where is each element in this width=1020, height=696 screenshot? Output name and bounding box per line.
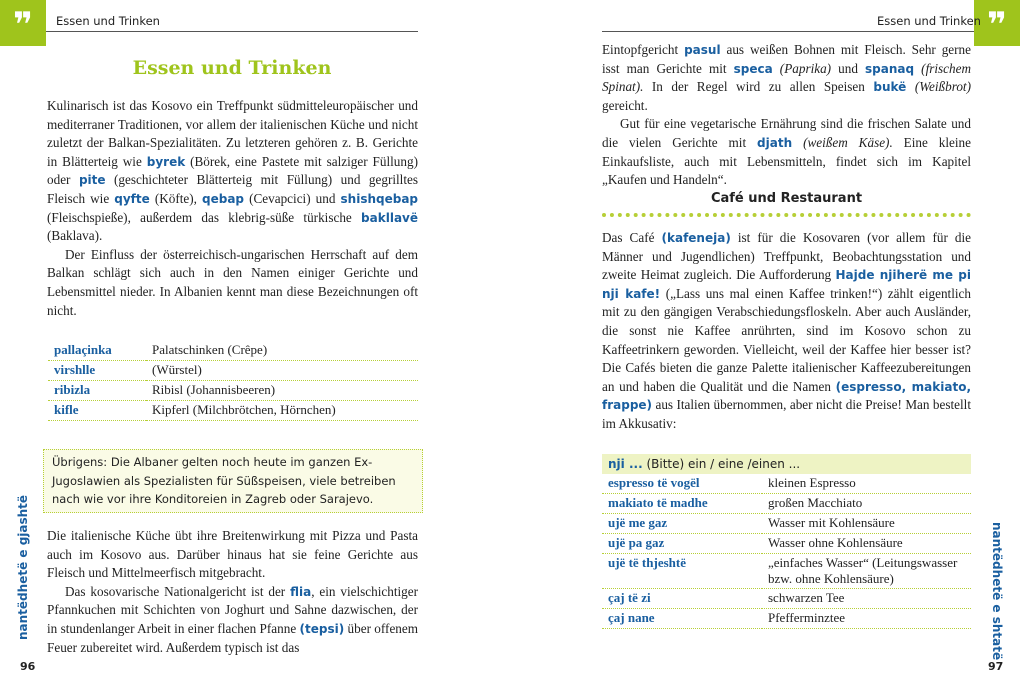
table-row: ribizla Ribisl (Johannisbeeren)	[48, 381, 418, 401]
page-number-left: 96	[20, 660, 36, 673]
quote-icon: ❞	[0, 0, 46, 46]
side-label-left: nantëdhetë e gjashtë	[16, 494, 30, 640]
table-row: çaj të zi schwarzen Tee	[602, 589, 971, 609]
cafe-paragraph: Das Café (kafeneja) ist für die Kosovaren (vor allem für die Männer und Jugendlichen) Treffpunkt, Beobachtungsstation und zweite Heimat zugleich. Die Aufforderung Hajde njiherë me pi nji kafe! („Lass uns mal einen Kaffee trinken!“) zählt eigentlich mit zu den gängigen Verabschiedungsfloskeln. Aber auch Ausländer, die sonst nie Kaffee anrührten, sind im Kosovo schon zu Kaffeetrinkern geworden. Vielleicht, weil der Kaffee hier besser ist? Die Cafés bieten die ganze Palette italienischer Kaffeezubereitungen an und haben die Qualität und die Namen (espresso, makiato, frappe) aus Italien übernommen, aber nicht die Preise! Man bestellt im Akkusativ:	[602, 230, 972, 431]
header-rule-right	[602, 31, 974, 32]
table-row: espresso të vogël kleinen Espresso	[602, 474, 971, 494]
header-rule-left	[46, 31, 418, 32]
order-header: nji ... (Bitte) ein / eine /einen ...	[602, 454, 971, 474]
influence-paragraph: Der Einfluss der österreichisch-ungarischen Herrschaft auf dem Balkan schlägt sich auch in den Namen einiger Gerichte und Lebensmittel nieder. In Albanien kennt man diese Bezeichnungen oft nicht.	[47, 246, 418, 318]
info-box: Übrigens: Die Albaner gelten noch heute im ganzen Ex-Jugoslawien als Spezialisten für Süßspeisen, viele betreiben nach wie vor ihre Konditoreien in Zagreb oder Sarajevo.	[43, 449, 423, 513]
side-label-right: nantëdhetë e shtatë	[990, 522, 1004, 661]
section-title: Café und Restaurant	[710, 191, 863, 206]
quote-icon: ❞	[974, 0, 1020, 46]
italian-paragraph: Die italienische Küche übt ihre Breitenwirkung mit Pizza und Pasta auch im Kosovo aus. Darüber hinaus hat sie feine Gerichte aus Fleisch und Mittelmeerfisch mitgebracht. Das kosovarische Nationalgericht ist der flia, ein vielschichtiger Pfannkuchen mit Schichten von Joghurt und Sahne dazwischen, der in stundenlanger Arbeit in einer flachen Pfanne (tepsi) über offenem Feuer zubereitet wird. Außerdem typisch ist das	[47, 527, 418, 657]
table-row: makiato të madhe großen Macchiato	[602, 494, 971, 514]
table-row: kifle Kipferl (Milchbrötchen, Hörnchen)	[48, 401, 418, 421]
order-table	[602, 474, 971, 629]
table-row: ujë pa gaz Wasser ohne Kohlensäure	[602, 534, 971, 554]
national-dish-paragraph: Das kosovarische Nationalgericht ist der flia, ein vielschichtiger Pfannkuchen mit Schichten von Joghurt und Sahne dazwischen, der in stundenlanger Arbeit in einer flachen Pfanne (tepsi) über offenem Feuer zubereitet wird. Außerdem typisch ist das	[47, 583, 418, 655]
section-divider	[602, 213, 971, 217]
running-head-left: Essen und Trinken	[56, 14, 160, 28]
running-head-right: Essen und Trinken	[877, 14, 981, 28]
vegetarian-paragraph: Gut für eine vegetarische Ernährung sind die frischen Salate und die vielen Gerichte mit djath (weißem Käse). Eine kleine Einkaufsliste, auch mit Lebensmitteln, findet sich im Kapitel „Kaufen und Handeln“.	[602, 116, 971, 188]
page-title: Essen und Trinken	[132, 57, 332, 79]
loanword-table	[48, 341, 418, 421]
right-page	[510, 0, 1020, 696]
intro-paragraph: Kulinarisch ist das Kosovo ein Treffpunkt südmitteleuropäischer und mediterraner Traditionen, vor allem der italienischen Küche und nicht zuletzt der Balkan-Spezialitäten. Zu letzteren gehören z. B. Gerichte in Blätterteig wie byrek (Börek, eine Pastete mit salziger Füllung) oder pite (geschichteter Blätterteig mit Füllung) und gegrilltes Fleisch wie qyfte (Köfte), qebap (Cevapcici) und shishqebap (Fleischspieße), außerdem das klebrig-süße türkische bakllavë (Baklava). Der Einfluss der österreichisch-ungarischen Herrschaft auf dem Balkan schlägt sich auch in den Namen einiger Gerichte und Lebensmittel nieder. In Albanien kennt man diese Bezeichnungen oft nicht.	[47, 97, 418, 320]
stew-paragraph: Eintopfgericht pasul aus weißen Bohnen mit Fleisch. Sehr gerne isst man Gerichte mit speca (Paprika) und spanaq (frischem Spinat). In der Regel wird zu allen Speisen bukë (Weißbrot) gereicht. Gut für eine vegetarische Ernährung sind die frischen Salate und die vielen Gerichte mit djath (weißem Käse). Eine kleine Einkaufsliste, auch mit Lebensmitteln, findet sich im Kapitel „Kaufen und Handeln“.	[602, 41, 971, 190]
table-row: ujë të thjeshtë „einfaches Wasser“ (Leitungswasser bzw. ohne Kohlensäure)	[602, 554, 971, 589]
table-row: virshlle (Würstel)	[48, 361, 418, 381]
table-row: çaj nane Pfefferminztee	[602, 609, 971, 629]
table-row: ujë me gaz Wasser mit Kohlensäure	[602, 514, 971, 534]
page-number-right: 97	[988, 660, 1004, 673]
table-row: pallaçinka Palatschinken (Crêpe)	[48, 341, 418, 361]
